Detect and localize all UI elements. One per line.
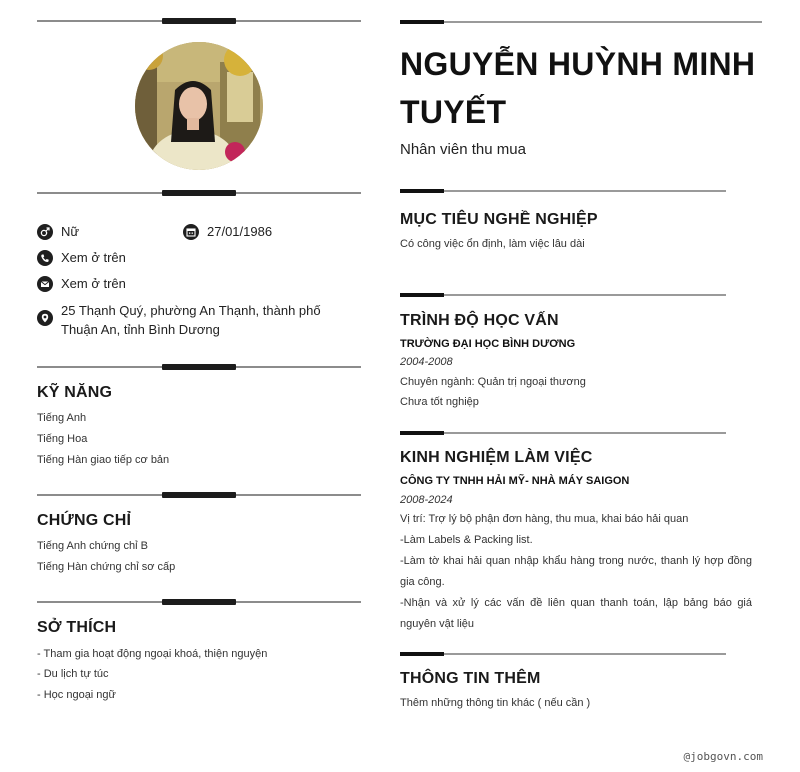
- experience-line: Vị trí: Trợ lý bộ phận đơn hàng, thu mua, khai báo hải quan: [400, 513, 689, 525]
- left-divider-3: [37, 364, 361, 371]
- hobby-item: - Tham gia hoạt động ngoại khoá, thiện nguyện: [37, 648, 268, 660]
- location-pin-icon: [37, 310, 53, 326]
- phone-value: Xem ở trên: [61, 250, 126, 265]
- address-value: 25 Thạnh Quý, phường An Thạnh, thành phố Thuận An, tỉnh Bình Dương: [61, 303, 321, 337]
- address-row: [37, 301, 357, 339]
- left-divider-2: [37, 190, 361, 197]
- education-school: TRƯỜNG ĐẠI HỌC BÌNH DƯƠNG: [400, 338, 576, 350]
- certificate-item: Tiếng Anh chứng chỉ B: [37, 540, 148, 552]
- gender-icon: [37, 224, 53, 240]
- right-divider-education: [400, 293, 726, 297]
- objective-text: Có công việc ổn định, làm việc lâu dài: [400, 238, 585, 250]
- gender-row: [37, 224, 79, 240]
- experience-company: CÔNG TY TNHH HẢI MỸ- NHÀ MÁY SAIGON: [400, 475, 630, 487]
- experience-period: 2008-2024: [400, 494, 453, 506]
- watermark: @jobgovn.com: [683, 750, 763, 763]
- experience-line: -Nhận và xử lý các vấn đề liên quan thanh toán, lập bảng báo giá nguyên vật liệu: [400, 597, 752, 630]
- birthdate-row: [183, 224, 272, 240]
- skills-title: KỸ NĂNG: [37, 384, 113, 401]
- right-divider-experience: [400, 431, 726, 435]
- education-major: Chuyên ngành: Quản trị ngoại thương: [400, 376, 586, 388]
- left-divider-5: [37, 599, 361, 606]
- additional-text: Thêm những thông tin khác ( nếu cần ): [400, 697, 591, 709]
- email-icon: [37, 276, 53, 292]
- skill-item: Tiếng Hoa: [37, 433, 88, 445]
- experience-title: KINH NGHIỆM LÀM VIỆC: [400, 449, 593, 466]
- gender-value: Nữ: [61, 224, 80, 239]
- objective-title: MỤC TIÊU NGHỀ NGHIỆP: [400, 211, 598, 228]
- avatar: [135, 42, 263, 170]
- education-period: 2004-2008: [400, 356, 453, 368]
- left-divider-top: [37, 18, 361, 25]
- right-divider-top: [400, 20, 762, 24]
- phone-icon: [37, 250, 53, 266]
- email-value: Xem ở trên: [61, 276, 126, 291]
- experience-line: -Làm Labels & Packing list.: [400, 534, 533, 546]
- full-name: NGUYỄN HUỲNH MINH TUYẾT: [400, 46, 756, 130]
- hobby-item: - Du lịch tự túc: [37, 668, 109, 680]
- additional-title: THÔNG TIN THÊM: [400, 670, 541, 687]
- phone-row: [37, 250, 126, 266]
- experience-line: -Làm tờ khai hải quan nhập khẩu hàng trong nước, thanh lý hợp đồng gia công.: [400, 555, 752, 588]
- hobby-item: - Học ngoại ngữ: [37, 689, 116, 701]
- hobbies-title: SỞ THÍCH: [37, 619, 117, 636]
- email-row: [37, 276, 126, 292]
- certificate-item: Tiếng Hàn chứng chỉ sơ cấp: [37, 561, 176, 573]
- left-divider-4: [37, 492, 361, 499]
- job-title: Nhân viên thu mua: [400, 141, 526, 158]
- certificates-title: CHỨNG CHỈ: [37, 512, 132, 529]
- calendar-icon: [183, 224, 199, 240]
- education-status: Chưa tốt nghiệp: [400, 396, 479, 408]
- skill-item: Tiếng Anh: [37, 412, 87, 424]
- education-title: TRÌNH ĐỘ HỌC VẤN: [400, 312, 559, 329]
- birthdate-value: 27/01/1986: [207, 224, 273, 239]
- right-divider-objective: [400, 189, 726, 193]
- skill-item: Tiếng Hàn giao tiếp cơ bản: [37, 454, 170, 466]
- right-divider-additional: [400, 652, 726, 656]
